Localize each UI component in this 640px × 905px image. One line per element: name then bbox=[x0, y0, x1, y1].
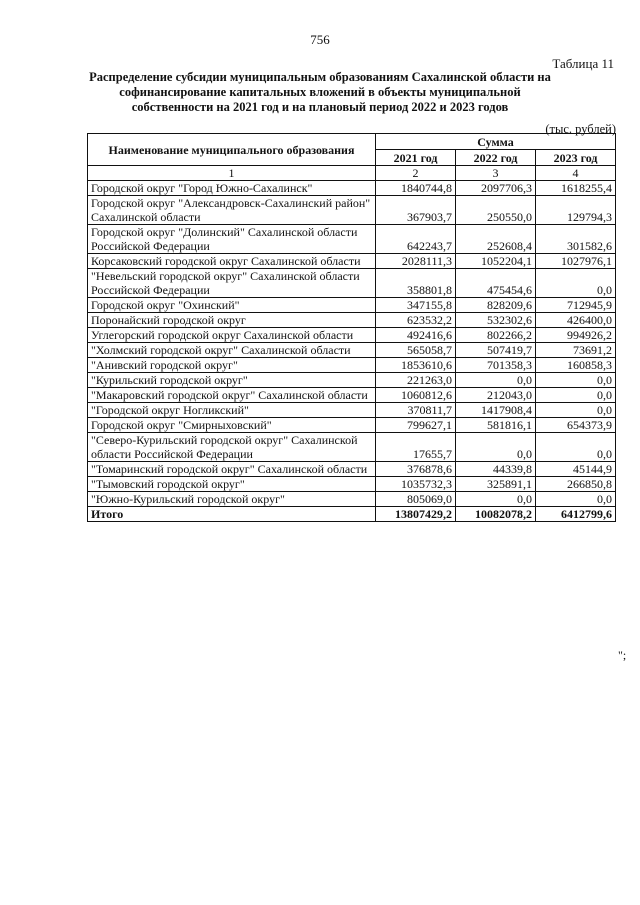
value-2021: 221263,0 bbox=[376, 373, 456, 388]
value-2022: 250550,0 bbox=[456, 196, 536, 225]
header-name: Наименование муниципального образования bbox=[88, 134, 376, 166]
value-2023: 0,0 bbox=[536, 433, 616, 462]
municipality-name: "Томаринский городской округ" Сахалинской области bbox=[88, 462, 376, 477]
table-row bbox=[88, 328, 616, 343]
value-2021: 805069,0 bbox=[376, 492, 456, 507]
header-2023: 2023 год bbox=[536, 150, 616, 166]
value-2023: 994926,2 bbox=[536, 328, 616, 343]
table-row bbox=[88, 418, 616, 433]
municipality-name: Городской округ "Смирныховский" bbox=[88, 418, 376, 433]
table-row bbox=[88, 181, 616, 196]
municipality-name: "Анивский городской округ" bbox=[88, 358, 376, 373]
municipality-name: Городской округ "Долинский" Сахалинской области Российской Федерации bbox=[88, 225, 376, 254]
table-row bbox=[88, 477, 616, 492]
value-2023: 0,0 bbox=[536, 388, 616, 403]
value-2022: 532302,6 bbox=[456, 313, 536, 328]
total-2022: 10082078,2 bbox=[456, 507, 536, 522]
value-2022: 0,0 bbox=[456, 433, 536, 462]
table-row bbox=[88, 373, 616, 388]
table-row bbox=[88, 358, 616, 373]
municipality-name: Городской округ "Охинский" bbox=[88, 298, 376, 313]
municipality-name: Корсаковский городской округ Сахалинской области bbox=[88, 254, 376, 269]
value-2022: 1417908,4 bbox=[456, 403, 536, 418]
value-2022: 212043,0 bbox=[456, 388, 536, 403]
table-row bbox=[88, 298, 616, 313]
value-2023: 426400,0 bbox=[536, 313, 616, 328]
value-2023: 1618255,4 bbox=[536, 181, 616, 196]
value-2022: 581816,1 bbox=[456, 418, 536, 433]
value-2021: 1060812,6 bbox=[376, 388, 456, 403]
value-2021: 565058,7 bbox=[376, 343, 456, 358]
value-2023: 266850,8 bbox=[536, 477, 616, 492]
table-label: Таблица 11 bbox=[552, 56, 614, 71]
table-row bbox=[88, 388, 616, 403]
municipality-name: "Холмский городской округ" Сахалинской области bbox=[88, 343, 376, 358]
value-2022: 802266,2 bbox=[456, 328, 536, 343]
value-2023: 73691,2 bbox=[536, 343, 616, 358]
table-row bbox=[88, 462, 616, 477]
header-2022: 2022 год bbox=[456, 150, 536, 166]
total-2021: 13807429,2 bbox=[376, 507, 456, 522]
value-2022: 507419,7 bbox=[456, 343, 536, 358]
table-row bbox=[88, 269, 616, 298]
value-2021: 1840744,8 bbox=[376, 181, 456, 196]
value-2021: 799627,1 bbox=[376, 418, 456, 433]
units-label: (тыс. рублей) bbox=[545, 122, 616, 136]
municipality-name: "Тымовский городской округ" bbox=[88, 477, 376, 492]
value-2021: 17655,7 bbox=[376, 433, 456, 462]
municipality-name: "Курильский городской округ" bbox=[88, 373, 376, 388]
table-row bbox=[88, 403, 616, 418]
value-2022: 701358,3 bbox=[456, 358, 536, 373]
value-2023: 0,0 bbox=[536, 373, 616, 388]
value-2021: 367903,7 bbox=[376, 196, 456, 225]
value-2021: 347155,8 bbox=[376, 298, 456, 313]
value-2022: 0,0 bbox=[456, 373, 536, 388]
value-2022: 0,0 bbox=[456, 492, 536, 507]
value-2022: 828209,6 bbox=[456, 298, 536, 313]
col-number-1: 1 bbox=[88, 166, 376, 181]
value-2023: 0,0 bbox=[536, 492, 616, 507]
value-2023: 45144,9 bbox=[536, 462, 616, 477]
municipality-name: "Северо-Курильский городской округ" Сахалинской области Российской Федерации bbox=[88, 433, 376, 462]
value-2021: 376878,6 bbox=[376, 462, 456, 477]
table-body bbox=[88, 181, 616, 522]
value-2023: 301582,6 bbox=[536, 225, 616, 254]
value-2021: 358801,8 bbox=[376, 269, 456, 298]
subsidy-table bbox=[87, 133, 616, 522]
value-2021: 642243,7 bbox=[376, 225, 456, 254]
value-2021: 1035732,3 bbox=[376, 477, 456, 492]
value-2023: 160858,3 bbox=[536, 358, 616, 373]
value-2021: 2028111,3 bbox=[376, 254, 456, 269]
col-number-2: 2 bbox=[376, 166, 456, 181]
value-2023: 712945,9 bbox=[536, 298, 616, 313]
municipality-name: "Макаровский городской округ" Сахалинской области bbox=[88, 388, 376, 403]
total-label: Итого bbox=[88, 507, 376, 522]
header-sum: Сумма bbox=[376, 134, 616, 150]
value-2021: 623532,2 bbox=[376, 313, 456, 328]
value-2023: 0,0 bbox=[536, 403, 616, 418]
municipality-name: "Городской округ Ногликский" bbox=[88, 403, 376, 418]
closing-quote: "; bbox=[618, 648, 627, 662]
table-row bbox=[88, 433, 616, 462]
col-number-3: 3 bbox=[456, 166, 536, 181]
table-row bbox=[88, 343, 616, 358]
page-number: 756 bbox=[310, 32, 330, 47]
value-2021: 1853610,6 bbox=[376, 358, 456, 373]
value-2022: 325891,1 bbox=[456, 477, 536, 492]
total-2023: 6412799,6 bbox=[536, 507, 616, 522]
value-2023: 654373,9 bbox=[536, 418, 616, 433]
municipality-name: Городской округ "Александровск-Сахалинский район" Сахалинской области bbox=[88, 196, 376, 225]
value-2022: 1052204,1 bbox=[456, 254, 536, 269]
table-row bbox=[88, 313, 616, 328]
municipality-name: Городской округ "Город Южно-Сахалинск" bbox=[88, 181, 376, 196]
value-2022: 44339,8 bbox=[456, 462, 536, 477]
header-2021: 2021 год bbox=[376, 150, 456, 166]
municipality-name: Углегорский городской округ Сахалинской области bbox=[88, 328, 376, 343]
table-row bbox=[88, 196, 616, 225]
value-2021: 370811,7 bbox=[376, 403, 456, 418]
municipality-name: "Южно-Курильский городской округ" bbox=[88, 492, 376, 507]
total-row bbox=[88, 507, 616, 522]
table-row bbox=[88, 225, 616, 254]
table-title: Распределение субсидии муниципальным образованиям Сахалинской области на софинансирование капитальных вложений в объекты муниципальной собственности на 2021 год и на плановый период 2022 и 2023 годов bbox=[89, 70, 551, 114]
table-row bbox=[88, 492, 616, 507]
value-2021: 492416,6 bbox=[376, 328, 456, 343]
municipality-name: Поронайский городской округ bbox=[88, 313, 376, 328]
value-2022: 475454,6 bbox=[456, 269, 536, 298]
table-row bbox=[88, 254, 616, 269]
value-2022: 252608,4 bbox=[456, 225, 536, 254]
value-2023: 129794,3 bbox=[536, 196, 616, 225]
municipality-name: "Невельский городской округ" Сахалинской области Российской Федерации bbox=[88, 269, 376, 298]
value-2022: 2097706,3 bbox=[456, 181, 536, 196]
col-number-4: 4 bbox=[536, 166, 616, 181]
value-2023: 1027976,1 bbox=[536, 254, 616, 269]
value-2023: 0,0 bbox=[536, 269, 616, 298]
